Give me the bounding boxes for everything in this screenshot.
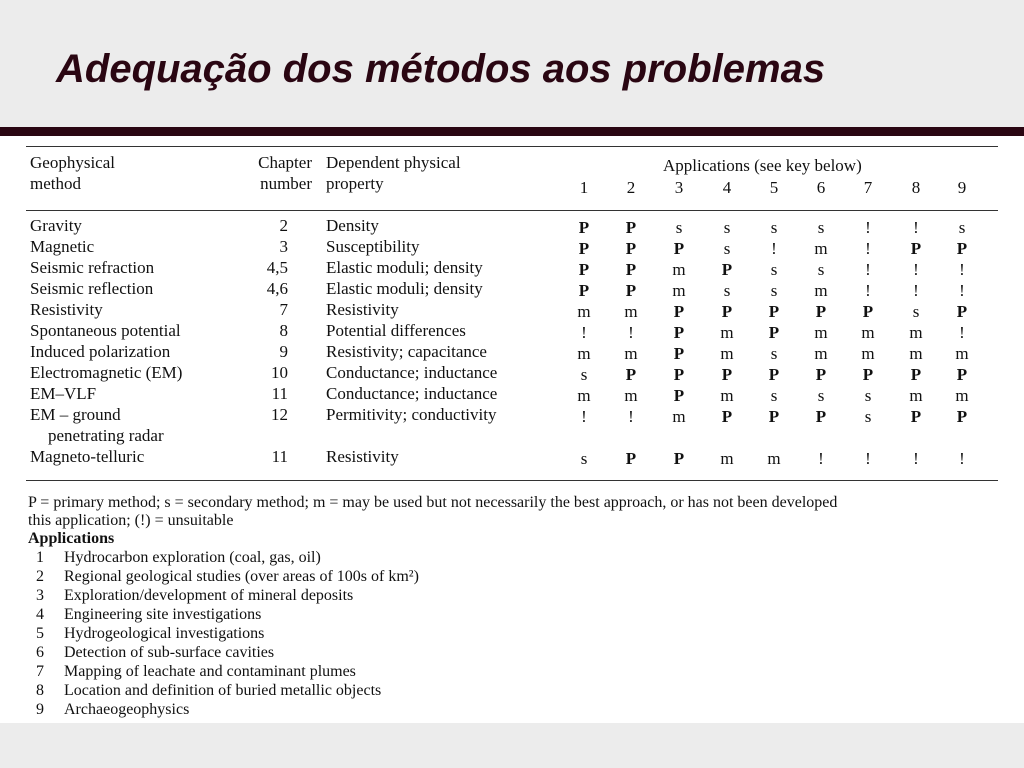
header-property-line2: property (326, 174, 384, 193)
application-number: 7 (36, 663, 44, 680)
row-property: Susceptibility (326, 237, 420, 256)
row-app-value: s (723, 218, 731, 237)
row-app-value: P (625, 449, 637, 468)
row-app-value: P (910, 239, 922, 258)
row-app-value: s (817, 260, 825, 279)
row-app-value: P (910, 407, 922, 426)
application-number: 3 (36, 587, 44, 604)
row-app-value: ! (865, 260, 871, 279)
row-app-value: P (956, 365, 968, 384)
row-method: Spontaneous potential (30, 321, 181, 340)
row-chapter: 11 (271, 384, 288, 403)
row-app-value: m (577, 344, 591, 363)
row-chapter: 10 (271, 363, 288, 382)
row-app-value: P (862, 365, 874, 384)
application-number: 2 (36, 568, 44, 585)
row-app-value: m (909, 344, 923, 363)
row-app-value: P (673, 365, 685, 384)
row-app-value: m (720, 344, 734, 363)
row-app-value: ! (959, 281, 965, 300)
row-app-value: m (577, 302, 591, 321)
header-app-number: 6 (816, 178, 826, 197)
row-app-value: s (817, 386, 825, 405)
table-bottom-rule (26, 480, 998, 481)
row-property: Potential differences (326, 321, 466, 340)
geophysical-methods-table (0, 136, 1024, 723)
row-app-value: s (770, 260, 778, 279)
row-app-value: m (814, 239, 828, 258)
row-property: Resistivity; capacitance (326, 342, 487, 361)
row-app-value: P (673, 323, 685, 342)
row-app-value: P (956, 407, 968, 426)
header-app-number: 7 (863, 178, 873, 197)
application-text: Archaeogeophysics (64, 701, 190, 718)
row-app-value: P (673, 239, 685, 258)
header-method-line2: method (30, 174, 81, 193)
table-top-rule (26, 146, 998, 147)
row-chapter: 7 (279, 300, 288, 319)
row-app-value: P (673, 344, 685, 363)
row-app-value: s (864, 407, 872, 426)
row-method: EM – ground (30, 405, 121, 424)
row-chapter: 12 (271, 405, 288, 424)
header-applications: Applications (see key below) (663, 156, 862, 175)
header-app-number: 4 (722, 178, 732, 197)
row-chapter: 4,6 (266, 279, 288, 298)
row-app-value: m (955, 344, 969, 363)
row-app-value: s (817, 218, 825, 237)
legend-line1: P = primary method; s = secondary method; m = may be used but not necessarily the best approach, or has not been developed (28, 494, 838, 511)
row-property: Conductance; inductance (326, 384, 498, 403)
application-number: 8 (36, 682, 44, 699)
row-app-value: P (625, 365, 637, 384)
row-app-value: s (580, 365, 588, 384)
row-method: Seismic refraction (30, 258, 155, 277)
application-text: Regional geological studies (over areas of 100s of km²) (64, 568, 419, 585)
row-app-value: m (720, 449, 734, 468)
row-property: Elastic moduli; density (326, 258, 483, 277)
row-app-value: ! (818, 449, 824, 468)
row-app-value: P (578, 239, 590, 258)
row-app-value: P (673, 449, 685, 468)
row-app-value: m (577, 386, 591, 405)
header-property-line1: Dependent physical (326, 153, 461, 172)
row-app-value: P (673, 302, 685, 321)
application-number: 5 (36, 625, 44, 642)
row-app-value: ! (865, 239, 871, 258)
row-app-value: ! (581, 323, 587, 342)
row-app-value: P (910, 365, 922, 384)
row-app-value: P (721, 365, 733, 384)
row-chapter: 2 (279, 216, 288, 235)
row-property: Density (326, 216, 379, 235)
slide-title: Adequação dos métodos aos problemas (56, 47, 826, 91)
row-app-value: P (721, 302, 733, 321)
row-property: Permitivity; conductivity (326, 405, 497, 424)
header-app-number: 2 (626, 178, 636, 197)
application-number: 4 (36, 606, 44, 623)
row-app-value: m (814, 281, 828, 300)
row-property: Conductance; inductance (326, 363, 498, 382)
application-text: Mapping of leachate and contaminant plumes (64, 663, 356, 680)
row-method: Seismic reflection (30, 279, 154, 298)
header-app-number: 3 (674, 178, 684, 197)
row-app-value: P (673, 386, 685, 405)
application-number: 6 (36, 644, 44, 661)
row-app-value: P (625, 281, 637, 300)
row-app-value: P (815, 407, 827, 426)
row-property: Resistivity (326, 300, 399, 319)
row-app-value: s (958, 218, 966, 237)
row-app-value: s (770, 281, 778, 300)
row-method: Electromagnetic (EM) (30, 363, 183, 382)
row-property: Resistivity (326, 447, 399, 466)
row-app-value: ! (628, 407, 634, 426)
row-app-value: m (909, 323, 923, 342)
row-app-value: ! (959, 449, 965, 468)
row-chapter: 4,5 (266, 258, 288, 277)
header-app-number: 5 (769, 178, 779, 197)
row-method: Magnetic (30, 237, 95, 256)
row-app-value: P (768, 302, 780, 321)
row-app-value: P (815, 302, 827, 321)
row-method-line2: penetrating radar (48, 426, 164, 445)
row-method: EM–VLF (30, 384, 97, 403)
application-number: 9 (36, 701, 44, 718)
row-app-value: s (770, 344, 778, 363)
row-app-value: P (625, 218, 637, 237)
row-app-value: ! (913, 281, 919, 300)
row-method: Induced polarization (30, 342, 171, 361)
row-app-value: ! (913, 218, 919, 237)
row-app-value: m (672, 407, 686, 426)
header-chapter-line1: Chapter (258, 153, 312, 172)
row-app-value: ! (913, 260, 919, 279)
row-app-value: ! (959, 260, 965, 279)
row-app-value: s (723, 281, 731, 300)
row-app-value: m (767, 449, 781, 468)
header-app-number: 8 (911, 178, 921, 197)
legend-line2: this application; (!) = unsuitable (28, 512, 234, 529)
row-app-value: m (672, 260, 686, 279)
row-app-value: P (862, 302, 874, 321)
row-app-value: m (672, 281, 686, 300)
row-app-value: m (720, 386, 734, 405)
row-app-value: P (578, 281, 590, 300)
row-chapter: 8 (279, 321, 288, 340)
applications-heading: Applications (28, 530, 115, 547)
row-app-value: P (578, 218, 590, 237)
row-app-value: s (770, 218, 778, 237)
application-text: Exploration/development of mineral deposits (64, 587, 354, 604)
header-chapter-line2: number (260, 174, 312, 193)
row-app-value: s (770, 386, 778, 405)
row-chapter: 11 (271, 447, 288, 466)
row-app-value: ! (581, 407, 587, 426)
row-app-value: m (814, 323, 828, 342)
row-app-value: m (720, 323, 734, 342)
row-app-value: P (768, 323, 780, 342)
application-text: Hydrogeological investigations (64, 625, 265, 642)
application-text: Location and definition of buried metallic objects (64, 682, 382, 699)
application-number: 1 (36, 549, 44, 566)
row-app-value: m (624, 386, 638, 405)
row-app-value: s (864, 386, 872, 405)
row-app-value: P (815, 365, 827, 384)
row-app-value: m (909, 386, 923, 405)
header-app-number: 1 (579, 178, 589, 197)
application-text: Detection of sub-surface cavities (64, 644, 275, 661)
row-app-value: P (768, 407, 780, 426)
application-text: Hydrocarbon exploration (coal, gas, oil) (64, 549, 321, 566)
row-app-value: m (814, 344, 828, 363)
row-app-value: s (675, 218, 683, 237)
row-app-value: m (861, 323, 875, 342)
row-app-value: ! (865, 281, 871, 300)
application-text: Engineering site investigations (64, 606, 262, 623)
title-divider-bar (0, 127, 1024, 136)
header-method-line1: Geophysical (30, 153, 115, 172)
row-method: Gravity (30, 216, 82, 235)
row-app-value: P (956, 239, 968, 258)
row-app-value: P (721, 260, 733, 279)
row-app-value: s (580, 449, 588, 468)
row-app-value: ! (959, 323, 965, 342)
row-app-value: P (721, 407, 733, 426)
row-app-value: m (861, 344, 875, 363)
header-app-number: 9 (957, 178, 967, 197)
row-chapter: 9 (279, 342, 288, 361)
row-app-value: P (768, 365, 780, 384)
row-chapter: 3 (279, 237, 288, 256)
row-method: Magneto-telluric (30, 447, 145, 466)
row-app-value: ! (771, 239, 777, 258)
table-header-rule (26, 210, 998, 211)
row-app-value: P (625, 260, 637, 279)
row-app-value: ! (913, 449, 919, 468)
row-app-value: P (625, 239, 637, 258)
row-property: Elastic moduli; density (326, 279, 483, 298)
row-app-value: P (578, 260, 590, 279)
row-app-value: m (955, 386, 969, 405)
row-app-value: P (956, 302, 968, 321)
row-app-value: m (624, 302, 638, 321)
row-app-value: ! (865, 449, 871, 468)
row-app-value: s (723, 239, 731, 258)
row-app-value: ! (865, 218, 871, 237)
row-method: Resistivity (30, 300, 103, 319)
row-app-value: s (912, 302, 920, 321)
row-app-value: ! (628, 323, 634, 342)
row-app-value: m (624, 344, 638, 363)
